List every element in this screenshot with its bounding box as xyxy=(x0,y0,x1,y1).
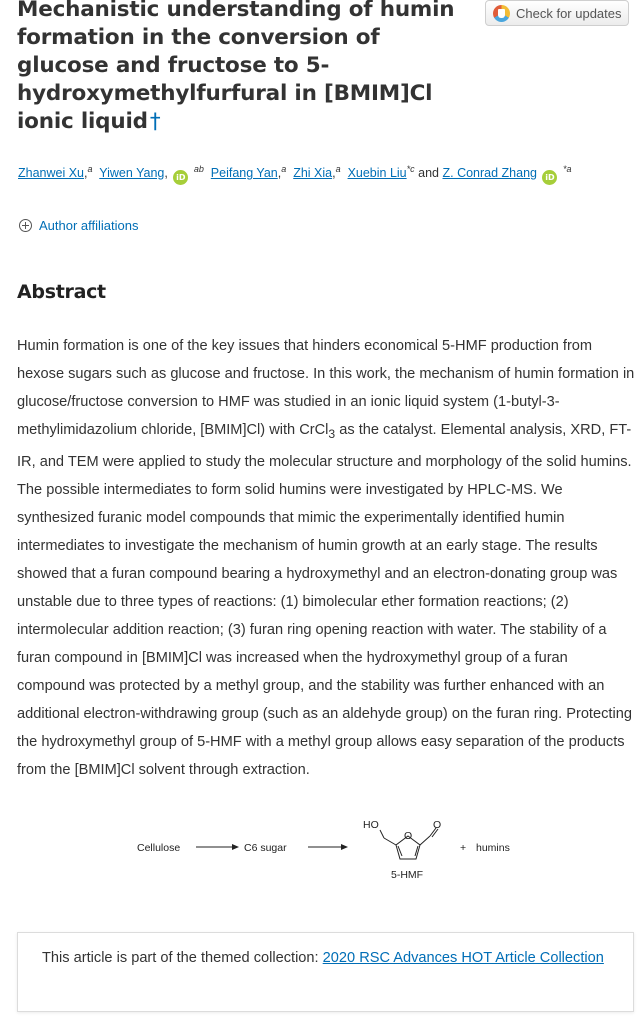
article-title xyxy=(17,0,472,136)
title-text: Mechanistic understanding of humin formation in the conversion of glucose and fructose to 5-hydroxymethylfurfural in [BMIM]Cl ionic liquid xyxy=(17,0,455,134)
check-for-updates-button[interactable] xyxy=(485,0,629,26)
scheme-plus: + xyxy=(460,842,467,854)
collection-prefix: This article is part of the themed collection: xyxy=(42,950,319,966)
graphical-abstract-scheme xyxy=(130,812,530,892)
author-link-yan[interactable]: Peifang Yan xyxy=(210,166,278,181)
author-link-zhang[interactable]: Z. Conrad Zhang xyxy=(442,166,537,181)
author-affil-marker: a xyxy=(281,164,287,174)
orcid-icon[interactable]: iD xyxy=(542,170,557,185)
author-link-xia[interactable]: Zhi Xia xyxy=(293,166,333,181)
check-for-updates-label: Check for updates xyxy=(516,5,622,21)
scheme-5hmf-label: 5-HMF xyxy=(391,869,424,881)
scheme-arrowhead-1 xyxy=(232,844,239,850)
author-affil-marker: *a xyxy=(562,164,572,174)
scheme-humins-label: humins xyxy=(476,842,510,854)
author-affiliations-label: Author affiliations xyxy=(39,218,139,233)
crossmark-icon xyxy=(493,5,510,22)
abstract-heading: Abstract xyxy=(17,281,106,303)
scheme-cellulose-label: Cellulose xyxy=(137,842,181,854)
abstract-text: Humin formation is one of the key issues that hinders economical 5-HMF production from hexose sugars such as glucose and fructose. In this work, the mechanism of humin formation in glucose/fructose conversion to HMF was studied in an ionic liquid system (1-butyl-3-methylimidazolium chloride, [BMIM]Cl) with CrCl$_3$ as the catalyst. Elemental analysis, XRD, FT-IR, and TEM were applied to study the molecular structure and morphology of the solid humins. The possible intermediates to form solid humins were investigated by HPLC-MS. We synthesized furanic model compounds that mimic the experimentally identified humin intermediates to investigate the mechanism of humin growth at an early stage. The results showed that a furan compound bearing a hydroxymethyl and an electron-donating group was unstable due to three types of reactions: (1) bimolecular ether formation reactions; (2) intermolecular addition reaction; (3) furan ring opening reaction with water. The stability of a furan compound in [BMIM]Cl was increased when the hydroxymethyl group of a furan compound was protected by a methyl group, and the stability was further enhanced with an additional electron-withdrawing group (such as an aldehyde group) on the furan ring. Protecting the hydroxymethyl group of 5-HMF with a methyl group allows easy separation of the products from the [BMIM]Cl solvent through extraction. xyxy=(17,338,635,778)
themed-collection-box xyxy=(17,932,634,1012)
scheme-aldehyde-o-label: O xyxy=(433,819,442,831)
plus-circle-icon xyxy=(19,219,32,232)
author-affil-marker: a xyxy=(335,164,341,174)
author-link-xu[interactable]: Zhanwei Xu xyxy=(18,166,85,181)
scheme-ho-label: HO xyxy=(363,819,379,831)
scheme-arrowhead-2 xyxy=(341,844,348,850)
author-and: and xyxy=(418,166,439,181)
author-affil-marker: *c xyxy=(406,164,415,174)
scheme-ring-o-label: O xyxy=(404,830,413,842)
orcid-icon[interactable]: iD xyxy=(173,170,188,185)
collection-link[interactable]: 2020 RSC Advances HOT Article Collection xyxy=(322,950,604,966)
scheme-c6-sugar-label: C6 sugar xyxy=(244,842,287,854)
author-link-liu[interactable]: Xuebin Liu xyxy=(347,166,407,181)
footnote-dagger-link[interactable]: † xyxy=(149,109,161,134)
author-affil-marker: a xyxy=(87,164,93,174)
author-list: Zhanwei Xu,$^a$ Yiwen Yang, iD $^{ab}$ Peifang Yan,$^a$ Zhi Xia,$^a$ Xuebin Liu$^{*c}$ and Z. Conrad Zhang iD $^{*a}$ xyxy=(18,164,638,185)
author-affiliations-toggle[interactable] xyxy=(19,218,139,233)
author-link-yang[interactable]: Yiwen Yang xyxy=(99,166,165,181)
author-affil-marker: ab xyxy=(193,164,204,174)
